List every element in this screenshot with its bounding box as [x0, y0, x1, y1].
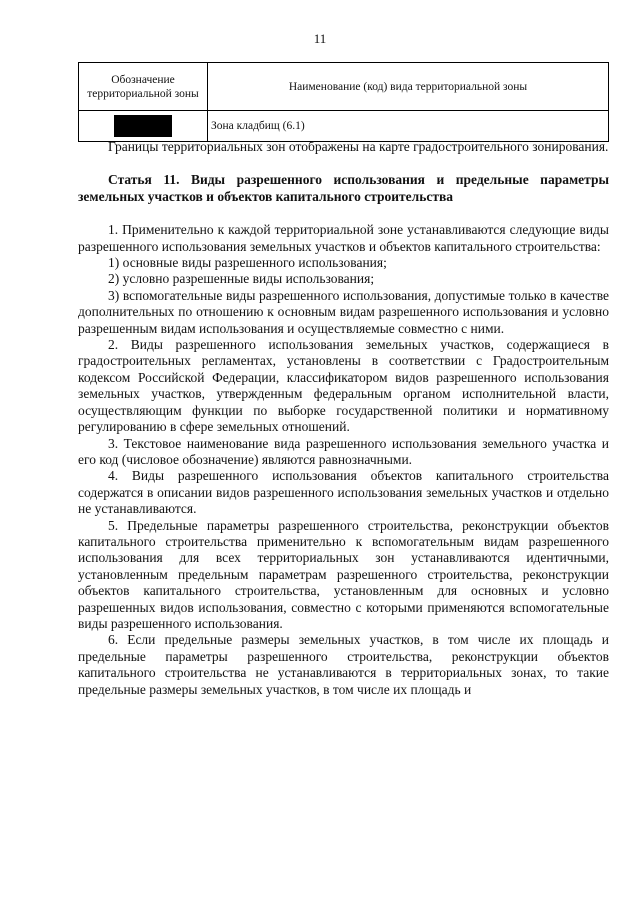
paragraph-3: 3. Текстовое наименование вида разрешенного использования земельного участка и его код (числовое обозначение) являются равнозначными. [78, 435, 609, 467]
header-zone-name: Наименование (код) вида территориальной зоны [208, 63, 609, 111]
header-zone-designation: Обозначение территориальной зоны [79, 63, 208, 111]
document-body [78, 139, 609, 698]
zone-swatch-cell [79, 111, 208, 142]
zone-table [78, 62, 609, 142]
table-header-row [79, 63, 609, 111]
paragraph-1-item-1: 1) основные виды разрешенного использования; [108, 255, 387, 271]
table-row [79, 111, 609, 142]
paragraph-6: 6. Если предельные размеры земельных участков, в том числе их площадь и предельные параметры разрешенного строительства, реконструкции объектов капитального строительства не устанавливаются в территориальных зонах, то такие предельные размеры земельных участков, в том числе их площадь и [78, 632, 609, 697]
zone-swatch [114, 115, 172, 137]
paragraph-5: 5. Предельные параметры разрешенного строительства, реконструкции объектов капитального строительства применительно к вспомогательным видам разрешенного использования для всех территориальных зон устанавливаются идентичными, установленным предельным параметрам разрешенного строительства, реконструкции объектов капитального строительства, установленным для основных и условно разрешенных видов использования, совместно с которыми применяются вспомогательные виды разрешенного использования. [78, 517, 609, 631]
article-title: Статья 11. Виды разрешенного использования и предельные параметры земельных участков и объектов капитального строительства [78, 172, 609, 204]
intro-paragraph: Границы территориальных зон отображены на карте градостроительного зонирования. [108, 139, 609, 154]
paragraph-1-item-2: 2) условно разрешенные виды использования; [108, 271, 375, 287]
paragraph-4: 4. Виды разрешенного использования объектов капитального строительства содержатся в описании видов разрешенного использования земельных участков и отдельно не устанавливаются. [78, 468, 609, 517]
paragraph-1-item-3: 3) вспомогательные виды разрешенного использования, допустимые только в качестве дополнительных по отношению к основным видам разрешенного использования и условно разрешенным видам использования и осуществляемые совместно с ними. [78, 287, 609, 336]
paragraph-2: 2. Виды разрешенного использования земельных участков, содержащиеся в градостроительных регламентах, установлены в соответствии с Градостроительным кодексом Российской Федерации, классификатором видов разрешенного использования земельных участков, утвержденным федеральным органом исполнительной власти, осуществляющим функции по выборке государственной политики и нормативному регулированию в сфере земельных отношений. [78, 337, 609, 435]
paragraph-1: 1. Применительно к каждой территориальной зоне устанавливаются следующие виды разрешенного использования земельных участков и объектов капитального строительства: [78, 222, 609, 254]
page-number: 11 [313, 31, 327, 46]
zone-name-cell: Зона кладбищ (6.1) [208, 111, 609, 142]
